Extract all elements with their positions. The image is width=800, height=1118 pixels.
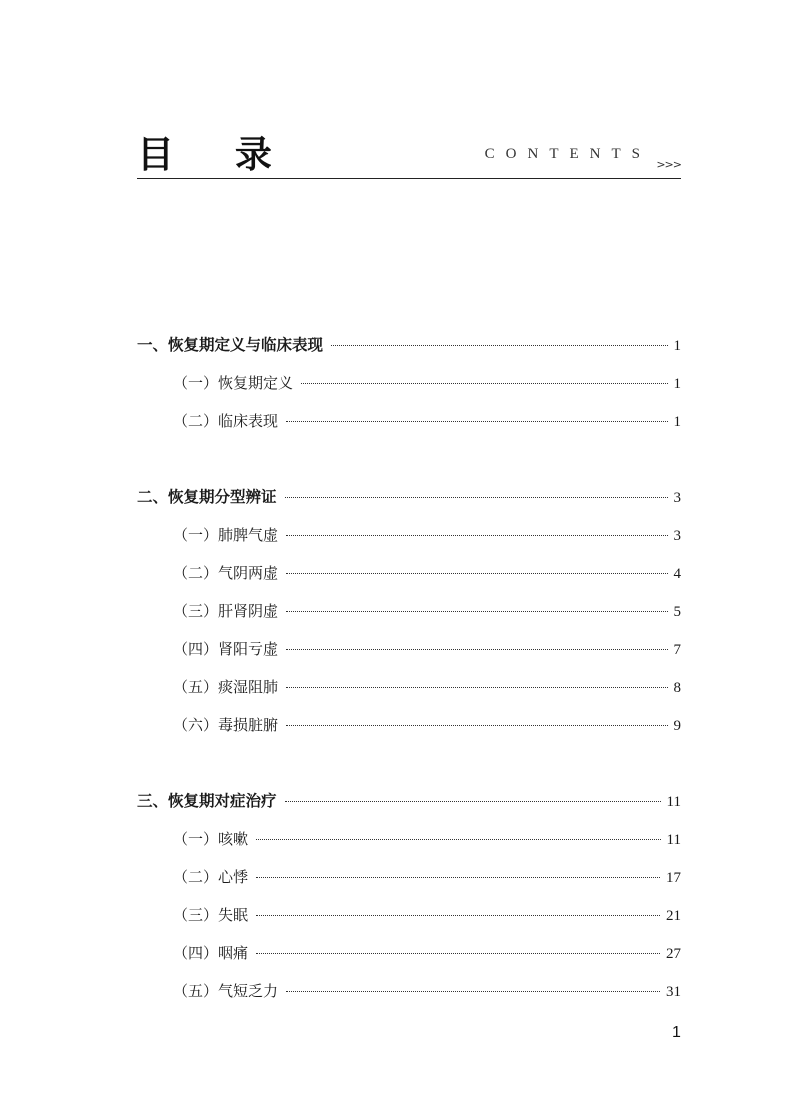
toc-entry-title: （三）失眠 [173, 906, 249, 924]
dot-leader [256, 915, 660, 916]
page-number: 1 [672, 1024, 681, 1041]
toc-page-number: 8 [673, 680, 681, 696]
arrows-icon: >>> [656, 158, 681, 171]
toc-entry-title: （四）肾阳亏虚 [173, 640, 279, 658]
dot-leader [256, 877, 660, 878]
toc-page-number: 3 [673, 490, 681, 506]
toc-entry-title: （一）咳嗽 [173, 830, 249, 848]
toc-page-number: 21 [666, 908, 681, 924]
toc-page-number: 3 [673, 528, 681, 544]
toc-entry-link[interactable] [137, 896, 681, 934]
dot-leader [256, 839, 661, 840]
contents-label: CONTENTS [484, 146, 651, 162]
toc-entry-link[interactable] [137, 402, 681, 440]
toc-entry-link[interactable] [137, 516, 681, 554]
toc-page-number: 1 [673, 376, 681, 392]
toc-entry-title: （一）肺脾气虚 [173, 526, 279, 544]
toc-page-number: 1 [673, 414, 681, 430]
toc-entry-link[interactable] [137, 364, 681, 402]
toc-entry-link[interactable] [137, 706, 681, 744]
toc-entry-link[interactable] [137, 820, 681, 858]
toc-chapter-title: 一、恢复期定义与临床表现 [137, 336, 324, 354]
toc-entry-title: （二）临床表现 [173, 412, 279, 430]
dot-leader [285, 497, 668, 498]
toc-page-number: 4 [673, 566, 681, 582]
toc-page-number: 9 [673, 718, 681, 734]
dot-leader [286, 535, 667, 536]
toc-page-number: 5 [673, 604, 681, 620]
toc-entry-title: （三）肝肾阴虚 [173, 602, 279, 620]
toc-page-number: 11 [666, 794, 681, 810]
toc-section [137, 478, 681, 744]
dot-leader [285, 801, 661, 802]
toc-section [137, 782, 681, 1010]
dot-leader [286, 611, 667, 612]
toc-entry-title: （二）气阴两虚 [173, 564, 279, 582]
toc-entry-link[interactable] [137, 972, 681, 1010]
toc-page-number: 11 [666, 832, 681, 848]
toc-chapter-link[interactable] [137, 478, 681, 516]
dot-leader [286, 991, 660, 992]
toc-section [137, 326, 681, 440]
dot-leader [286, 725, 667, 726]
toc-entry-title: （五）气短乏力 [173, 982, 279, 1000]
toc-page-number: 17 [666, 870, 681, 886]
toc-entry-title: （四）咽痛 [173, 944, 249, 962]
toc-entry-link[interactable] [137, 668, 681, 706]
toc-chapter-link[interactable] [137, 326, 681, 364]
toc-entry-title: （六）毒损脏腑 [173, 716, 279, 734]
toc-entry-title: （五）痰湿阻肺 [173, 678, 279, 696]
toc-entry-title: （一）恢复期定义 [173, 374, 294, 392]
dot-leader [256, 953, 660, 954]
header-rule [137, 178, 681, 179]
toc-page-number: 1 [673, 338, 681, 354]
dot-leader [286, 573, 667, 574]
dot-leader [301, 383, 667, 384]
toc-entry-link[interactable] [137, 630, 681, 668]
toc-chapter-title: 三、恢复期对症治疗 [137, 792, 277, 810]
dot-leader [286, 687, 667, 688]
page-title: 目 录 [137, 133, 296, 176]
toc-entry-link[interactable] [137, 592, 681, 630]
toc-page-number: 7 [673, 642, 681, 658]
toc-chapter-link[interactable] [137, 782, 681, 820]
dot-leader [286, 649, 667, 650]
dot-leader [286, 421, 667, 422]
toc-page-number: 31 [666, 984, 681, 1000]
toc-header [137, 132, 681, 182]
toc-page-number: 27 [666, 946, 681, 962]
toc-chapter-title: 二、恢复期分型辨证 [137, 488, 277, 506]
toc-entry-link[interactable] [137, 554, 681, 592]
toc-entry-link[interactable] [137, 934, 681, 972]
dot-leader [331, 345, 667, 346]
toc-entry-link[interactable] [137, 858, 681, 896]
toc-entry-title: （二）心悸 [173, 868, 249, 886]
table-of-contents [137, 326, 681, 1048]
